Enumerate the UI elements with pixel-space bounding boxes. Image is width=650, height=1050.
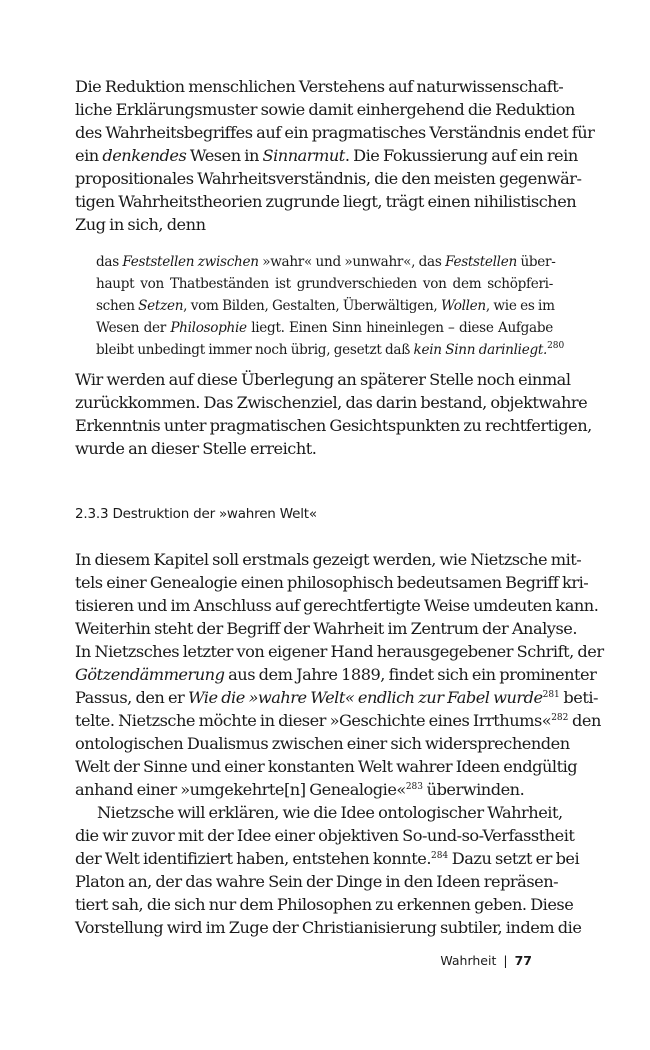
text-line bbox=[75, 640, 604, 663]
text-line bbox=[96, 317, 553, 339]
text-run: In diesem Kapitel soll erstmals gezeigt werden, wie Nietzsche mit- bbox=[75, 550, 582, 569]
text-run: wurde an dieser Stelle erreicht. bbox=[75, 439, 317, 458]
text-run: bleibt unbedingt immer noch übrig, gesetzt daß bbox=[96, 342, 414, 358]
footnote-marker: 282 bbox=[551, 713, 569, 723]
text-run: Wesen in bbox=[186, 146, 263, 165]
paragraph-3 bbox=[75, 548, 604, 801]
text-run: Weiterhin steht der Begriff der Wahrheit im Zentrum der Analyse. bbox=[75, 619, 577, 638]
text-run: Zug in sich, denn bbox=[75, 215, 206, 234]
text-run: . Die Fokussierung auf ein rein bbox=[344, 146, 578, 165]
footnote-marker: 281 bbox=[542, 690, 560, 700]
text-run: Platon an, der das wahre Sein der Dinge in den Ideen repräsen- bbox=[75, 872, 559, 891]
text-run: tiert sah, die sich nur dem Philosophen zu erkennen geben. Diese bbox=[75, 895, 574, 914]
paragraph-2 bbox=[75, 368, 592, 460]
text-run: propositionales Wahrheitsverständnis, die den meisten gegenwär- bbox=[75, 169, 582, 188]
emphasis: denkendes bbox=[102, 146, 187, 165]
text-line bbox=[75, 847, 580, 870]
text-line bbox=[75, 686, 599, 709]
text-run: liche Erklärungsmuster sowie damit einhergehend die Reduktion bbox=[75, 100, 575, 119]
text-run: den bbox=[568, 711, 601, 730]
footnote-marker: 284 bbox=[430, 851, 449, 861]
text-line bbox=[75, 144, 578, 167]
page-number: 77 bbox=[514, 953, 532, 968]
emphasis: Sinnarmut bbox=[262, 146, 345, 165]
emphasis: Feststellen bbox=[445, 254, 517, 270]
text-run: anhand einer »umgekehrte[n] Genealogie« bbox=[75, 780, 406, 799]
text-line bbox=[75, 801, 563, 824]
text-run: Welt der Sinne und einer konstanten Welt wahrer Ideen endgültig bbox=[75, 757, 578, 776]
text-run: In Nietzsches letzter von eigener Hand herausgegebener Schrift, der bbox=[75, 642, 604, 661]
text-line bbox=[96, 339, 565, 361]
text-line bbox=[75, 414, 592, 437]
text-run: die wir zuvor mit der Idee einer objektiven So-und-so-Verfasstheit bbox=[75, 826, 575, 845]
text-line bbox=[75, 190, 577, 213]
text-run: Vorstellung wird im Zuge der Christianisierung subtiler, indem die bbox=[75, 918, 582, 937]
text-line bbox=[75, 571, 589, 594]
emphasis: Feststellen zwischen bbox=[122, 254, 259, 270]
text-run: Wir werden auf diese Überlegung an späterer Stelle noch einmal bbox=[75, 370, 571, 389]
text-run: der Welt identifiziert haben, entstehen konnte. bbox=[75, 849, 431, 868]
text-run: des Wahrheitsbegriffes auf ein pragmatisches Verständnis endet für bbox=[75, 123, 595, 142]
running-head: Wahrheit bbox=[440, 953, 497, 968]
text-line bbox=[75, 916, 582, 939]
text-run: , vom Bilden, Gestalten, Überwältigen, bbox=[183, 298, 441, 314]
section-heading: 2.3.3 Destruktion der »wahren Welt« bbox=[75, 506, 317, 522]
text-line bbox=[75, 437, 553, 460]
text-run: Erkenntnis unter pragmatischen Gesichtspunkten zu rechtfertigen, bbox=[75, 416, 592, 435]
text-line bbox=[96, 273, 553, 295]
text-line bbox=[75, 368, 571, 391]
text-line bbox=[96, 295, 553, 317]
text-run: Passus, den er bbox=[75, 688, 188, 707]
footnote-marker: 283 bbox=[405, 782, 423, 792]
emphasis: Setzen bbox=[138, 298, 184, 314]
text-run: haupt von Thatbeständen ist grundverschieden von dem schöpferi- bbox=[96, 276, 553, 292]
page-footer bbox=[440, 953, 532, 968]
text-line bbox=[75, 617, 577, 640]
emphasis: Götzendämmerung bbox=[75, 665, 225, 684]
text-run: liegt. Einen Sinn hineinlegen – diese Aufgabe bbox=[246, 320, 554, 336]
text-run: tigen Wahrheitstheorien zugrunde liegt, trägt einen nihilistischen bbox=[75, 192, 577, 211]
paragraph-1 bbox=[75, 75, 595, 236]
text-line bbox=[75, 709, 601, 732]
text-run: das bbox=[96, 254, 123, 270]
text-run: Nietzsche will erklären, wie die Idee ontologischer Wahrheit, bbox=[97, 803, 563, 822]
text-line bbox=[75, 732, 570, 755]
text-line bbox=[75, 893, 574, 916]
emphasis: kein Sinn darinliegt. bbox=[413, 342, 548, 358]
text-line bbox=[75, 167, 582, 190]
text-line bbox=[75, 75, 564, 98]
block-quote bbox=[96, 251, 565, 361]
emphasis: Wollen bbox=[440, 298, 486, 314]
text-run: aus dem Jahre 1889, findet sich ein prominenter bbox=[224, 665, 597, 684]
text-run: Die Reduktion menschlichen Verstehens auf naturwissenschaft- bbox=[75, 77, 564, 96]
text-run: , wie es im bbox=[485, 298, 555, 314]
emphasis: Philosophie bbox=[170, 320, 247, 336]
text-line bbox=[75, 755, 578, 778]
text-line bbox=[75, 213, 553, 236]
text-line bbox=[75, 594, 599, 617]
text-run: tels einer Genealogie einen philosophisch bedeutsamen Begriff kri- bbox=[75, 573, 589, 592]
text-line bbox=[75, 870, 559, 893]
footnote-marker: 280 bbox=[547, 341, 565, 351]
paragraph-4 bbox=[75, 801, 582, 939]
text-run: ein bbox=[75, 146, 103, 165]
text-line bbox=[75, 548, 582, 571]
text-run: telte. Nietzsche möchte in dieser »Geschichte eines Irrthums« bbox=[75, 711, 552, 730]
text-run: Wesen der bbox=[96, 320, 171, 336]
text-line bbox=[75, 121, 595, 144]
emphasis: Wie die »wahre Welt« endlich zur Fabel wurde bbox=[187, 688, 543, 707]
text-line bbox=[75, 778, 553, 801]
text-run: zurückkommen. Das Zwischenziel, das darin bestand, objektwahre bbox=[75, 393, 588, 412]
footer-separator: | bbox=[503, 953, 508, 968]
text-line bbox=[75, 824, 575, 847]
text-run: schen bbox=[96, 298, 139, 314]
text-line bbox=[75, 663, 597, 686]
text-run: ontologischen Dualismus zwischen einer sich widersprechenden bbox=[75, 734, 570, 753]
text-run: beti- bbox=[559, 688, 599, 707]
text-run: überwinden. bbox=[423, 780, 525, 799]
text-run: »wahr« und »unwahr«, das bbox=[258, 254, 446, 270]
text-run: über- bbox=[516, 254, 556, 270]
text-run: Dazu setzt er bei bbox=[448, 849, 580, 868]
text-line bbox=[96, 251, 556, 273]
text-run: tisieren und im Anschluss auf gerechtfertigte Weise umdeuten kann. bbox=[75, 596, 599, 615]
text-line bbox=[75, 391, 588, 414]
text-line bbox=[75, 98, 575, 121]
